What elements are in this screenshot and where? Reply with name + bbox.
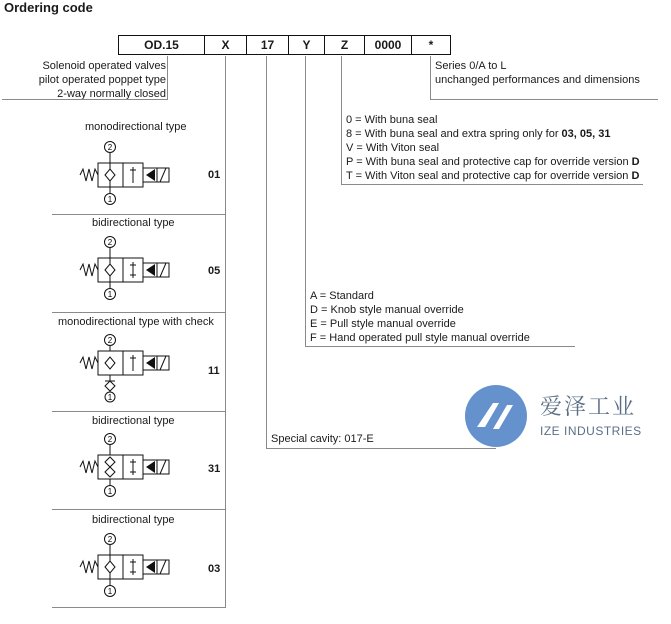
- type-label: bidirectional type: [92, 415, 175, 427]
- port-2-label: 2: [107, 336, 113, 345]
- port-1-label: 1: [107, 587, 113, 596]
- port-1-label: 1: [107, 393, 113, 402]
- port-1-label: 1: [107, 487, 113, 496]
- logo-english-text: IZE INDUSTRIES: [540, 424, 642, 438]
- seal-option: 8 = With buna seal and extra spring only for 03, 05, 31: [346, 128, 611, 140]
- override-option: F = Hand operated pull style manual override: [310, 332, 530, 344]
- type-code: 01: [208, 169, 221, 181]
- series-rule: [430, 99, 658, 100]
- type-label: bidirectional type: [92, 514, 175, 526]
- override-rule: [305, 346, 575, 347]
- code-box-voltage: 0000: [364, 35, 412, 55]
- port-2-label: 2: [107, 435, 113, 444]
- cavity-leader: [266, 56, 267, 448]
- model-description: Solenoid operated valves pilot operated poppet type 2-way normally closed: [38, 60, 166, 100]
- seal-option: T = With Viton seal and protective cap for override version D: [346, 170, 640, 182]
- port-2-label: 2: [107, 535, 113, 544]
- type-code: 31: [208, 463, 221, 475]
- type-label: monodirectional type: [85, 121, 187, 133]
- port-2-label: 2: [107, 143, 113, 152]
- seal-option: V = With Viton seal: [346, 142, 440, 154]
- code-box-type: X: [204, 35, 247, 55]
- series-note: Series 0/A to L unchanged performances and dimensions: [435, 60, 640, 86]
- type-separator: [52, 607, 226, 608]
- seal-leader: [341, 56, 342, 184]
- ize-logo-icon: [463, 383, 529, 449]
- type-code: 05: [208, 265, 221, 277]
- override-option: D = Knob style manual override: [310, 304, 464, 316]
- valve-symbol-05: [78, 235, 188, 301]
- code-box-override: Y: [288, 35, 325, 55]
- valve-symbol-11: [78, 333, 188, 403]
- logo-chinese-text: 爱泽工业: [540, 395, 637, 420]
- port-1-label: 1: [107, 290, 113, 299]
- type-label: bidirectional type: [92, 217, 175, 229]
- port-1-label: 1: [107, 195, 113, 204]
- type-separator: [52, 509, 226, 510]
- code-box-seal: Z: [324, 35, 365, 55]
- code-box-series: *: [411, 35, 451, 55]
- cavity-note: Special cavity: 017-E: [271, 433, 374, 445]
- port-2-label: 2: [107, 238, 113, 247]
- seal-rule: [341, 184, 643, 185]
- page-title: Ordering code: [4, 0, 93, 15]
- type-separator: [52, 312, 226, 313]
- code-box-cavity: 17: [246, 35, 289, 55]
- override-leader: [305, 56, 306, 346]
- type-leader: [225, 56, 226, 607]
- type-code: 11: [208, 365, 220, 377]
- valve-symbol-03: [78, 532, 188, 598]
- valve-symbol-01: [78, 140, 188, 206]
- valve-symbol-31: [78, 432, 188, 498]
- code-box-model: OD.15: [118, 35, 205, 55]
- seal-option: P = With buna seal and protective cap for override version D: [346, 156, 640, 168]
- seal-option: 0 = With buna seal: [346, 114, 438, 126]
- model-leader: [167, 56, 168, 99]
- override-option: E = Pull style manual override: [310, 318, 456, 330]
- series-leader: [430, 56, 431, 100]
- type-label: monodirectional type with check: [58, 316, 214, 328]
- description-rule: [2, 99, 168, 100]
- type-code: 03: [208, 563, 221, 575]
- seal-options: [346, 113, 640, 183]
- override-option: A = Standard: [310, 290, 374, 302]
- type-separator: [52, 411, 226, 412]
- type-separator: [52, 214, 226, 215]
- cavity-rule: [266, 448, 496, 449]
- override-options: [310, 289, 530, 345]
